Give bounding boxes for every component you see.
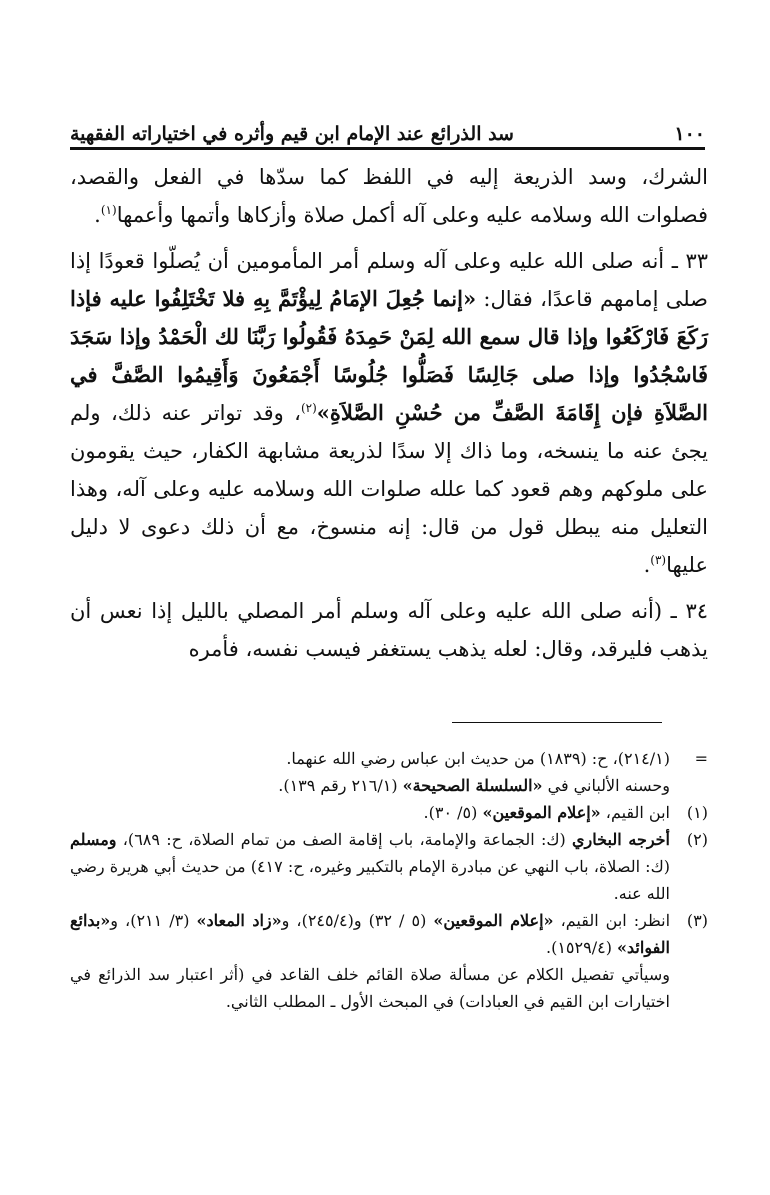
- continuation-line-1: (٢١٤/١)، ح: (١٨٣٩) من حديث ابن عباس رضي الله عنهما.: [286, 749, 670, 768]
- page-number: ١٠٠: [674, 123, 705, 145]
- footnote-3-title-1: «إعلام الموقعين»: [433, 911, 554, 930]
- footnote-2-muslim: ومسلم: [70, 830, 117, 849]
- footnote-2-d: (ك: الصلاة، باب النهي عن مبادرة الإمام بالتكبير وغيره، ح: ٤١٧) من حديث أبي هريرة رضي الله عنه.: [70, 857, 670, 903]
- paragraph-33-end: .: [643, 553, 651, 577]
- footnote-3-title-2: «زاد المعاد»: [196, 911, 282, 930]
- footnote-3-e: (٣/ ٢١١)، و: [110, 911, 197, 930]
- continuation-mark: =: [694, 749, 708, 768]
- continuation-line-2-a: وحسنه الألباني في: [542, 776, 670, 795]
- paragraph-1: [70, 158, 708, 234]
- footnote-3-title-3: «بدائع الفوائد»: [70, 911, 670, 957]
- footnote-ref-1: (١): [100, 203, 117, 217]
- footnote-1-mark: (١): [686, 803, 708, 822]
- footnote-3-a: انظر: ابن القيم،: [553, 911, 671, 930]
- continuation-line-2-c: (٢١٦/١ رقم ١٣٩).: [278, 776, 403, 795]
- main-text: [70, 158, 708, 676]
- footnote-2: [70, 826, 708, 907]
- paragraph-33-text: ، وقد تواتر عنه ذلك، ولم يجئ عنه ما ينسخه، وما ذاك إلا سدًا لذريعة مشابهة الكفار، حيث يقومون على ملوكهم وهم قعود كما علله صلوات الله وسلامه عليه وعلى آله، وهذا التعليل منه يبطل قول من قال: إنه منسوخ، مع أن ذلك دعوى لا دليل عليها: [70, 401, 708, 577]
- page-header: [70, 105, 705, 145]
- footnote-2-b: (ك: الجماعة والإمامة، باب إقامة الصف من تمام الصلاة، ح: ٦٨٩)،: [116, 830, 573, 849]
- paragraph-34: ٣٤ ـ (أنه صلى الله عليه وعلى آله وسلم أمر المصلي بالليل إذا نعس أن يذهب فليرقد، وقال: لعله يذهب يستغفر فيسب نفسه، فأمره: [70, 599, 708, 661]
- footnote-3-g: (١٥٢٩/٤).: [546, 938, 618, 957]
- paragraph-1-end: .: [94, 203, 101, 227]
- paragraph-33-intro: ٣٣ ـ أنه صلى الله عليه وعلى آله وسلم أمر المأمومين أن يُصلّوا قعودًا إذا صلى إمامهم قاعدًا، فقال:: [70, 249, 708, 311]
- paragraph-33: [70, 242, 708, 584]
- header-rule: [70, 147, 705, 150]
- footnote-3-mark: (٣): [686, 911, 708, 930]
- running-title: سد الذرائع عند الإمام ابن قيم وأثره في اختياراته الفقهية: [70, 123, 514, 145]
- footnote-3: [70, 907, 708, 961]
- footnote-1-a: ابن القيم،: [600, 803, 670, 822]
- footnote-1-title: «إعلام الموقعين»: [482, 803, 601, 822]
- footnote-2-mark: (٢): [686, 830, 708, 849]
- continuation-line-2-title: «السلسلة الصحيحة»: [402, 776, 543, 795]
- footnote-ref-2: (٢): [300, 401, 317, 415]
- footnote-1-text: [70, 799, 670, 826]
- footnote-1-c: (٥/ ٣٠).: [423, 803, 483, 822]
- footnote-3-c: (٥ / ٣٢) و(٢٤٥/٤)، و: [281, 911, 434, 930]
- footnote-continuation: [70, 745, 708, 772]
- footnote-1: [70, 799, 708, 826]
- footnote-2-text: [70, 826, 670, 907]
- hadith-quote: «إنما جُعِلَ الإمَامُ لِيؤْتَمَّ بِهِ فلا تَخْتَلِفُوا عليه فإذا رَكَعَ فَارْكَعُوا وإذا قال سمع الله لِمَنْ حَمِدَهُ فَقُولُوا رَبَّنَا لك الْحَمْدُ وإذا سَجَدَ فَاسْجُدُوا وإذا صلى جَالِسًا فَصَلُّوا جُلُوسًا أَجْمَعُونَ وَأَقِيمُوا الصَّفَّ في الصَّلاَةِ فإن إِقَامَةَ الصَّفِّ من حُسْنِ الصَّلاَةِ»: [70, 286, 708, 425]
- footnote-2-bukhari: أخرجه البخاري: [572, 830, 671, 849]
- footnote-separator: [452, 722, 662, 723]
- paragraph-1-text: الشرك، وسد الذريعة إليه في اللفظ كما سدّها في الفعل والقصد، فصلوات الله وسلامه عليه وعلى آله أكمل صلاة وأزكاها وأتمها وأعمها: [70, 165, 708, 227]
- footnote-3-note: وسيأتي تفصيل الكلام عن مسألة صلاة القائم خلف القاعد في (أثر اعتبار سد الذرائع في اختيارات ابن القيم في العبادات) في المبحث الأول ـ المطلب الثاني.: [70, 965, 670, 1011]
- footnote-ref-3: (٣): [650, 553, 667, 567]
- footnote-3-text: [70, 907, 670, 961]
- footnotes: [70, 745, 708, 1015]
- continuation-line-2: [70, 772, 708, 799]
